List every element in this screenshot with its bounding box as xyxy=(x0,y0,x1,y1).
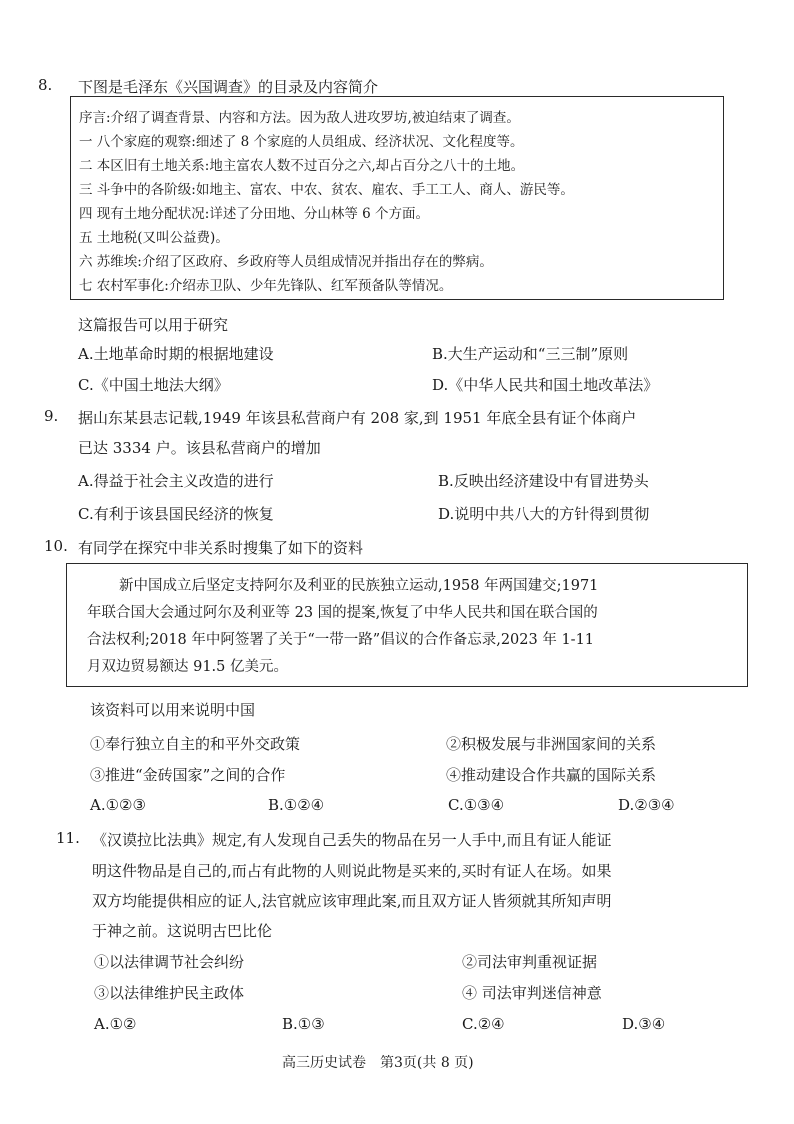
q10-box-line: 年联合国大会通过阿尔及利亚等 23 国的提案,恢复了中华人民共和国在联合国的 xyxy=(87,605,598,621)
q11-statement-2: ②司法审判重视证据 xyxy=(462,953,598,971)
q8-box-line: 三 斗争中的各阶级:如地主、富农、中农、贫农、雇农、手工工人、商人、游民等。 xyxy=(79,182,574,198)
q10-box-line: 月双边贸易额达 91.5 亿美元。 xyxy=(87,659,289,675)
q11-option-b: B.①③ xyxy=(282,1015,325,1033)
q9-stem-line-2: 已达 3334 户。该县私营商户的增加 xyxy=(78,439,321,457)
q10-option-d: D.②③④ xyxy=(618,796,675,814)
q10-question: 该资料可以用来说明中国 xyxy=(90,701,256,719)
q8-box-line: 序言:介绍了调查背景、内容和方法。因为敌人进攻罗坊,被迫结束了调查。 xyxy=(79,110,520,126)
q8-box-line: 二 本区旧有土地关系:地主富农人数不过百分之六,却占百分之八十的土地。 xyxy=(79,158,525,174)
q11-number: 11. xyxy=(56,829,80,847)
q9-number: 9. xyxy=(44,407,59,425)
q9-option-c: C.有利于该县国民经济的恢复 xyxy=(78,505,274,523)
q8-option-b: B.大生产运动和“三三制”原则 xyxy=(432,345,629,363)
q8-stem: 下图是毛泽东《兴国调查》的目录及内容简介 xyxy=(78,78,379,96)
q8-box-line: 七 农村军事化:介绍赤卫队、少年先锋队、红军预备队等情况。 xyxy=(79,278,453,294)
q10-box-line: 合法权利;2018 年中阿签署了关于“一带一路”倡议的合作备忘录,2023 年 1-11 xyxy=(87,632,595,648)
q10-statement-3: ③推进“金砖国家”之间的合作 xyxy=(90,766,286,784)
q10-material-box xyxy=(66,563,748,687)
q8-contents-box xyxy=(70,96,724,300)
q11-statement-3: ③以法律维护民主政体 xyxy=(94,984,245,1002)
q9-option-a: A.得益于社会主义改造的进行 xyxy=(78,472,274,490)
q10-number: 10. xyxy=(44,537,68,555)
q10-option-b: B.①②④ xyxy=(268,796,325,814)
q8-question: 这篇报告可以用于研究 xyxy=(78,316,229,334)
q10-stem: 有同学在探究中非关系时搜集了如下的资料 xyxy=(78,539,364,557)
q10-statement-1: ①奉行独立自主的和平外交政策 xyxy=(90,735,301,753)
q9-option-d: D.说明中共八大的方针得到贯彻 xyxy=(438,505,650,523)
q8-number: 8. xyxy=(38,76,53,94)
q9-stem-line-1: 据山东某县志记载,1949 年该县私营商户有 208 家,到 1951 年底全县有证个体商户 xyxy=(78,409,637,427)
q11-statement-4: ④ 司法审判迷信神意 xyxy=(462,984,602,1002)
q8-box-line: 六 苏维埃:介绍了区政府、乡政府等人员组成情况并指出存在的弊病。 xyxy=(79,254,493,270)
q8-option-a: A.土地革命时期的根据地建设 xyxy=(78,345,274,363)
q11-stem-line-3: 双方均能提供相应的证人,法官就应该审理此案,而且双方证人皆须就其所知声明 xyxy=(92,892,612,910)
q11-option-a: A.①② xyxy=(94,1015,137,1033)
q8-box-line: 一 八个家庭的观察:细述了 8 个家庭的人员组成、经济状况、文化程度等。 xyxy=(79,134,524,150)
q8-box-line: 四 现有土地分配状况:详述了分田地、分山林等 6 个方面。 xyxy=(79,206,430,222)
q11-stem-line-2: 明这件物品是自己的,而占有此物的人则说此物是买来的,买时有证人在场。如果 xyxy=(92,862,612,880)
page-footer: 高三历史试卷 第3页(共 8 页) xyxy=(282,1055,474,1071)
q11-stem-line-4: 于神之前。这说明古巴比伦 xyxy=(92,922,273,940)
q8-option-d: D.《中华人民共和国土地改革法》 xyxy=(432,376,659,394)
q11-option-c: C.②④ xyxy=(462,1015,505,1033)
q10-statement-4: ④推动建设合作共赢的国际关系 xyxy=(446,766,657,784)
q11-statement-1: ①以法律调节社会纠纷 xyxy=(94,953,245,971)
q11-stem-line-1: 《汉谟拉比法典》规定,有人发现自己丢失的物品在另一人手中,而且有证人能证 xyxy=(92,831,612,849)
q10-box-line: 新中国成立后坚定支持阿尔及利亚的民族独立运动,1958 年两国建交;1971 xyxy=(119,578,599,594)
q10-option-c: C.①③④ xyxy=(448,796,505,814)
q8-option-c: C.《中国土地法大纲》 xyxy=(78,376,229,394)
q8-box-line: 五 土地税(又叫公益费)。 xyxy=(79,230,229,246)
q11-option-d: D.③④ xyxy=(622,1015,666,1033)
q10-statement-2: ②积极发展与非洲国家间的关系 xyxy=(446,735,657,753)
q10-option-a: A.①②③ xyxy=(90,796,146,814)
q9-option-b: B.反映出经济建设中有冒进势头 xyxy=(438,472,649,490)
